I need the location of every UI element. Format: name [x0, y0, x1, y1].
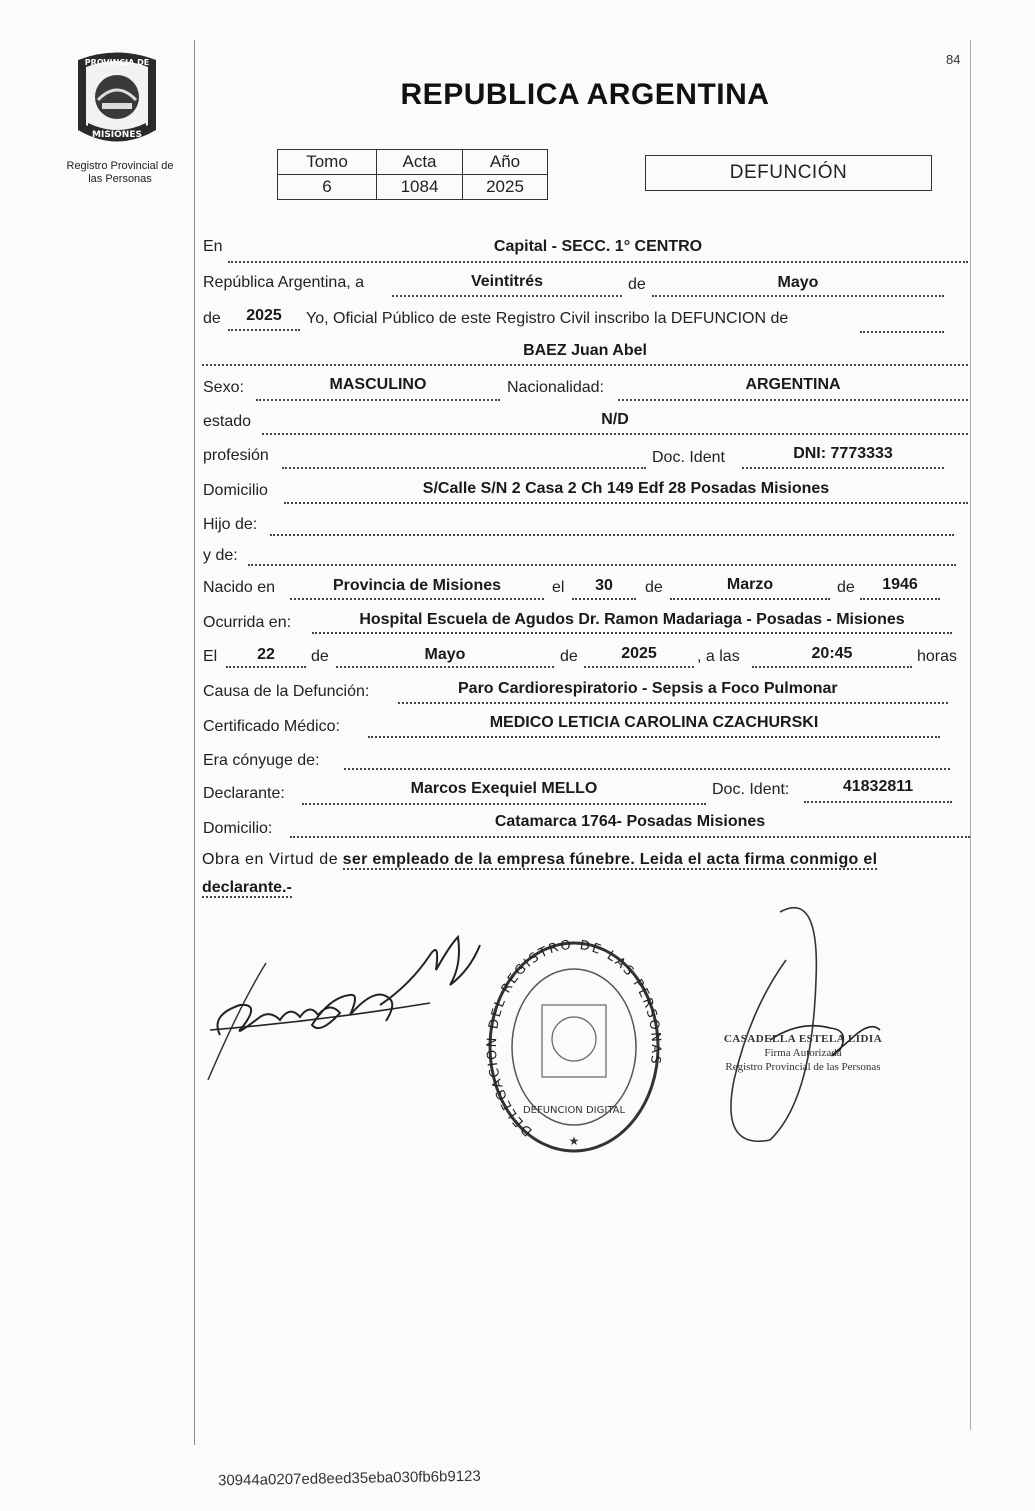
profesion-label: profesión [203, 447, 269, 464]
declarante-dotline [302, 803, 706, 805]
deceased-name: BAEZ Juan Abel [523, 342, 647, 359]
day-dotline [392, 295, 622, 297]
cert-label: Certificado Médico: [203, 718, 340, 735]
el-label: el [552, 579, 565, 596]
dom2-label: Domicilio: [203, 820, 273, 837]
cert-value: MEDICO LETICIA CAROLINA CZACHURSKI [489, 714, 819, 731]
deceased-dotline [202, 364, 968, 366]
def-mes-dotline [336, 666, 554, 668]
sexo-dotline [256, 399, 500, 401]
obra-text-2: declarante.- [202, 879, 292, 896]
de6-label: de [560, 648, 578, 665]
en-dotline [228, 261, 968, 263]
doc-label: Doc. Ident [652, 449, 725, 466]
def-anio: 2025 [621, 645, 657, 662]
month-dotline [652, 295, 944, 297]
record-type-box: DEFUNCIÓN [645, 155, 932, 191]
left-margin-line [194, 40, 195, 1445]
hijo-label: Hijo de: [203, 516, 258, 533]
doc-value: DNI: 7773333 [793, 445, 893, 462]
obra-paragraph [202, 846, 972, 902]
estado-label: estado [203, 413, 252, 430]
registry-label [40, 160, 200, 186]
ocurrida-dotline [312, 632, 952, 634]
estado-dotline [262, 433, 968, 435]
official-signature [700, 900, 900, 1150]
official-name: CASADELLA ESTELA LIDIA [723, 1033, 883, 1045]
record-table [277, 149, 548, 200]
en-value: Capital - SECC. 1° CENTRO [493, 238, 703, 255]
rep-label: República Argentina, a [203, 274, 364, 291]
dom2-value: Catamarca 1764- Posadas Misiones [494, 813, 766, 830]
def-hora: 20:45 [811, 645, 853, 662]
year-dotline [228, 329, 300, 331]
registry-label-line2: las Personas [88, 173, 152, 185]
nacionalidad-value: ARGENTINA [745, 376, 841, 393]
ocurrida-value: Hospital Escuela de Agudos Dr. Ramon Madariaga - Posadas - Misiones [359, 611, 905, 628]
domicilio-dotline [284, 502, 968, 504]
doc-dotline [742, 467, 944, 469]
value-anio: 2025 [463, 175, 548, 200]
hijo-dotline [270, 534, 954, 536]
estado-value: N/D [601, 411, 629, 428]
nac-dia: 30 [595, 577, 613, 594]
de5-label: de [311, 648, 329, 665]
domicilio-value: S/Calle S/N 2 Casa 2 Ch 149 Edf 28 Posadas Misiones [422, 480, 830, 497]
svg-text:MISIONES: MISIONES [92, 130, 142, 140]
def-dia-dotline [226, 666, 306, 668]
dom2-dotline [290, 836, 970, 838]
stamp-outer-text: DELEGACION DEL REGISTRO DE LAS PERSONAS [484, 937, 664, 1139]
inscribe-text: Yo, Oficial Público de este Registro Civil inscribo la DEFUNCION de [306, 310, 789, 327]
stamp-inner-text: DEFUNCION DIGITAL [522, 1105, 626, 1116]
en-label: En [203, 238, 223, 255]
province-seal-logo [68, 45, 166, 155]
day-words: Veintitrés [470, 273, 544, 290]
def-hora-dotline [752, 666, 912, 668]
causa-label: Causa de la Defunción: [203, 683, 370, 700]
alas-label: , a las [697, 648, 740, 665]
declarante-value: Marcos Exequiel MELLO [410, 780, 598, 797]
doc2-label: Doc. Ident: [712, 781, 790, 798]
nac-anio-dotline [860, 598, 940, 600]
conyuge-label: Era cónyuge de: [203, 752, 320, 769]
official-stamp-text [708, 1032, 898, 1074]
document-title: REPUBLICA ARGENTINA [400, 78, 770, 111]
sexo-label: Sexo: [203, 379, 244, 396]
nac-mes: Marzo [726, 576, 774, 593]
nac-anio: 1946 [882, 576, 918, 593]
document-hash: 30944a0207ed8eed35eba030fb6b9123 [217, 1467, 481, 1490]
right-margin-line [970, 40, 971, 1430]
causa-value: Paro Cardiorespiratorio - Sepsis a Foco Pulmonar [458, 680, 838, 697]
obra-label: Obra en Virtud de [202, 851, 339, 868]
def-anio-dotline [584, 666, 694, 668]
de3-label: de [645, 579, 663, 596]
yde-label: y de: [203, 547, 238, 564]
inscribe-dotline [860, 331, 944, 333]
de2-label: de [203, 310, 221, 327]
doc2-value: 41832811 [842, 778, 914, 795]
header-anio: Año [463, 150, 548, 175]
value-tomo: 6 [278, 175, 377, 200]
nac-dia-dotline [572, 598, 636, 600]
de1-label: de [628, 276, 646, 293]
domicilio-label: Domicilio [203, 482, 268, 499]
official-office: Registro Provincial de las Personas [725, 1061, 881, 1073]
conyuge-dotline [344, 768, 950, 770]
doc2-dotline [804, 801, 952, 803]
declarante-label: Declarante: [203, 785, 285, 802]
nacido-lugar: Provincia de Misiones [332, 577, 502, 594]
horas-label: horas [917, 648, 958, 665]
delegation-stamp [484, 935, 664, 1165]
declarant-signature [200, 925, 490, 1085]
nacionalidad-label: Nacionalidad: [507, 379, 604, 396]
page-number: 84 [946, 52, 961, 67]
header-tomo: Tomo [278, 150, 377, 175]
obra-text-1: ser empleado de la empresa fúnebre. Leida el acta firma conmigo el [342, 851, 878, 868]
profesion-dotline [282, 467, 646, 469]
cert-dotline [368, 736, 940, 738]
def-mes: Mayo [424, 646, 466, 663]
stamp-star: ★ [568, 1134, 580, 1148]
de4-label: de [837, 579, 855, 596]
ocurrida-label: Ocurrida en: [203, 614, 292, 631]
nacido-lugar-dotline [290, 598, 544, 600]
nac-mes-dotline [670, 598, 830, 600]
registry-label-line1: Registro Provincial de [66, 160, 174, 172]
sexo-value: MASCULINO [329, 376, 427, 393]
causa-dotline [398, 702, 948, 704]
el2-label: El [203, 648, 218, 665]
value-acta: 1084 [377, 175, 463, 200]
year-value: 2025 [246, 307, 282, 324]
month-value: Mayo [777, 274, 819, 291]
header-acta: Acta [377, 150, 463, 175]
nacionalidad-dotline [618, 399, 968, 401]
yde-dotline [248, 564, 956, 566]
nacido-label: Nacido en [203, 579, 276, 596]
svg-text:PROVINCIA DE: PROVINCIA DE [84, 58, 150, 67]
def-dia: 22 [257, 646, 275, 663]
official-role: Firma Autorizada [764, 1047, 842, 1059]
